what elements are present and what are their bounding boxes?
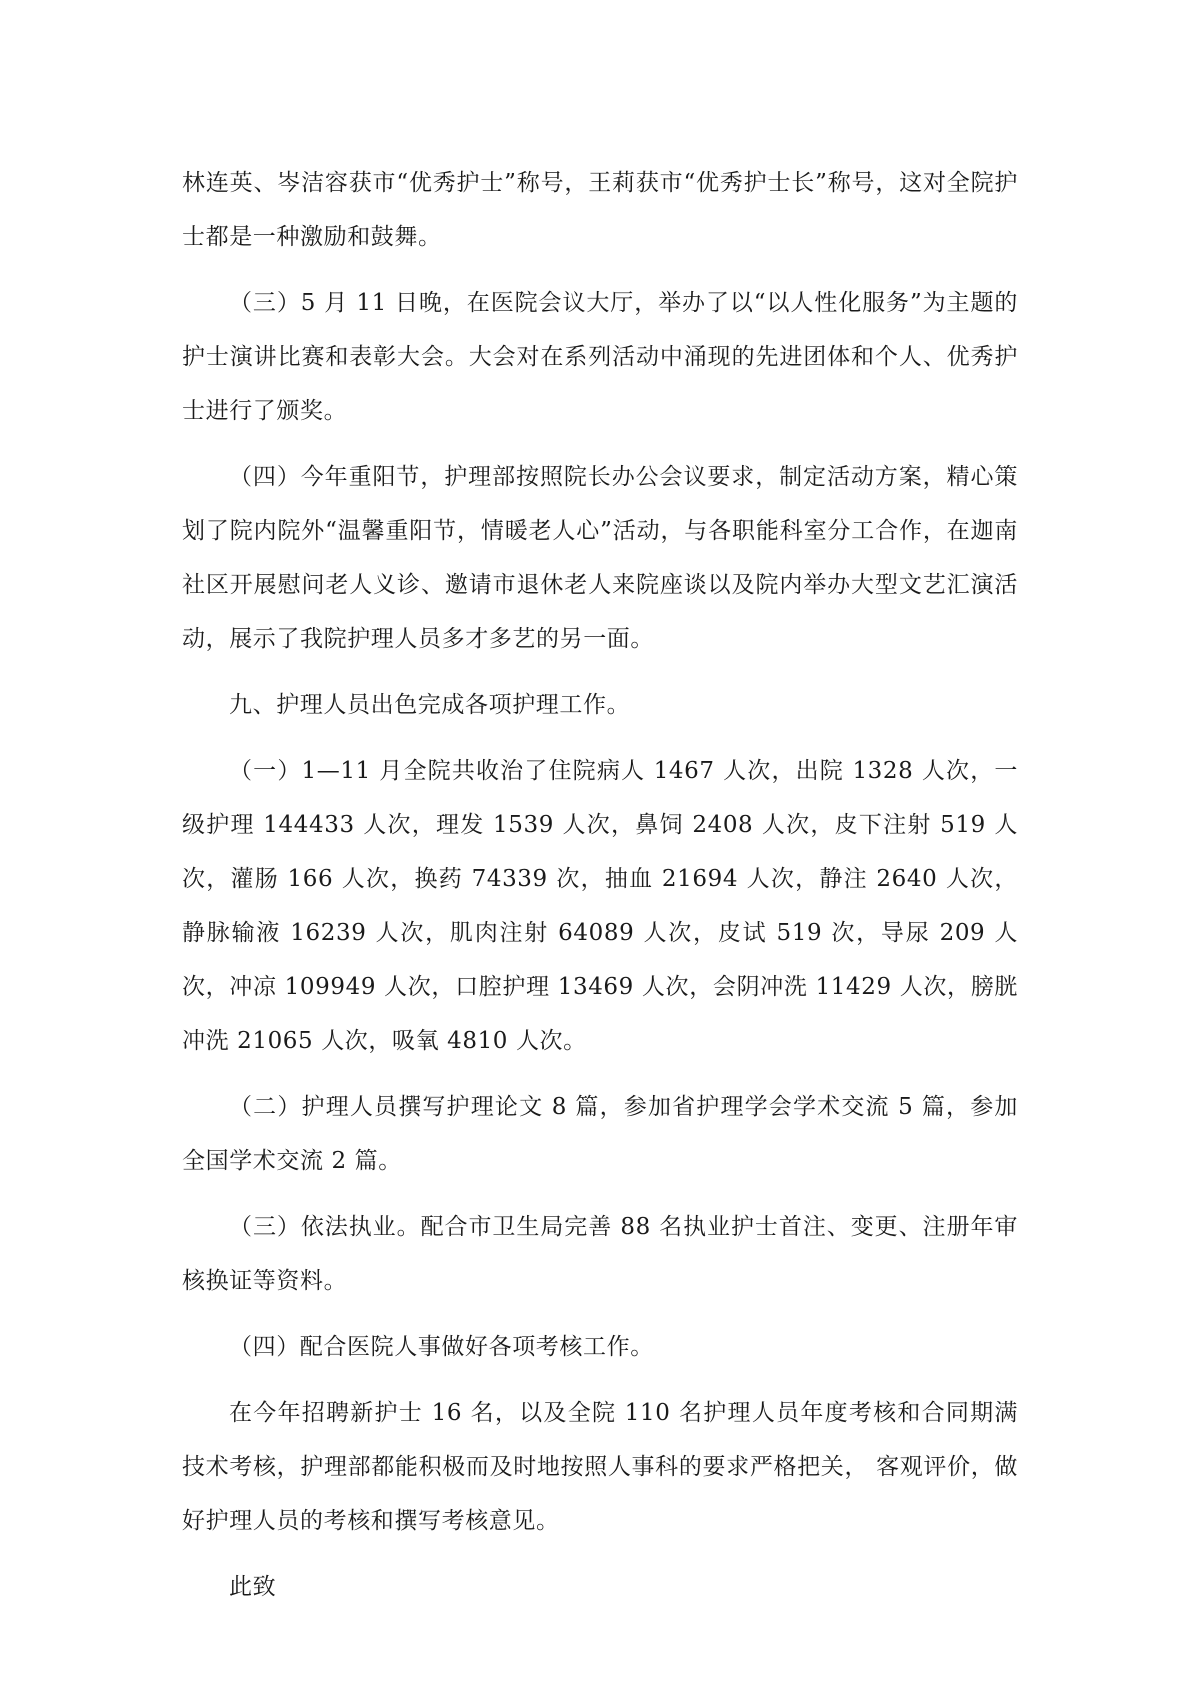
paragraph-award-recipients: 林连英、岑洁容获市“优秀护士”称号，王莉获市“优秀护士长”称号，这对全院护士都是一种激励和鼓舞。: [182, 170, 1018, 250]
paragraph-personnel-assessment: （四）配合医院人事做好各项考核工作。: [229, 1334, 654, 1360]
paragraph-double-ninth-festival: （四）今年重阳节，护理部按照院长办公会议要求，制定活动方案，精心策划了院内院外“温馨重阳节，情暖老人心”活动，与各职能科室分工合作，在迦南社区开展慰问老人义诊、邀请市退休老人来院座谈以及院内举办大型文艺汇演活动，展示了我院护理人员多才多艺的另一面。: [182, 464, 1018, 652]
paragraph-nursing-papers: （二）护理人员撰写护理论文 8 篇，参加省护理学会学术交流 5 篇，参加全国学术交流 2 篇。: [182, 1094, 1018, 1174]
paragraph-patient-statistics: （一）1—11 月全院共收治了住院病人 1467 人次，出院 1328 人次，一级护理 144433 人次，理发 1539 人次，鼻饲 2408 人次，皮下注射 519 人次，灌肠 166 人次，换药 74339 次，抽血 21694 人次，静注 2640 人次，静脉输液 16239 人次，肌肉注射 64089 人次，皮试 519 次，导尿 209 人次，冲凉 109949 人次，口腔护理 13469 人次，会阴冲洗 11429 人次，膀胱冲洗 21065 人次，吸氧 4810 人次。: [182, 758, 1018, 1054]
paragraph-recruitment-assessment: 在今年招聘新护士 16 名，以及全院 110 名护理人员年度考核和合同期满技术考核，护理部都能积极而及时地按照人事科的要求严格把关， 客观评价，做好护理人员的考核和撰写考核意见。: [182, 1400, 1018, 1534]
paragraph-licensed-practice: （三）依法执业。配合市卫生局完善 88 名执业护士首注、变更、注册年审核换证等资料。: [182, 1214, 1018, 1294]
document-body: [182, 156, 1018, 1614]
closing-salutation: 此致: [229, 1574, 277, 1600]
paragraph-speech-contest: （三）5 月 11 日晚，在医院会议大厅，举办了以“以人性化服务”为主题的护士演讲比赛和表彰大会。大会对在系列活动中涌现的先进团体和个人、优秀护士进行了颁奖。: [182, 290, 1018, 424]
section-heading-nursing-work: 九、护理人员出色完成各项护理工作。: [229, 692, 631, 718]
